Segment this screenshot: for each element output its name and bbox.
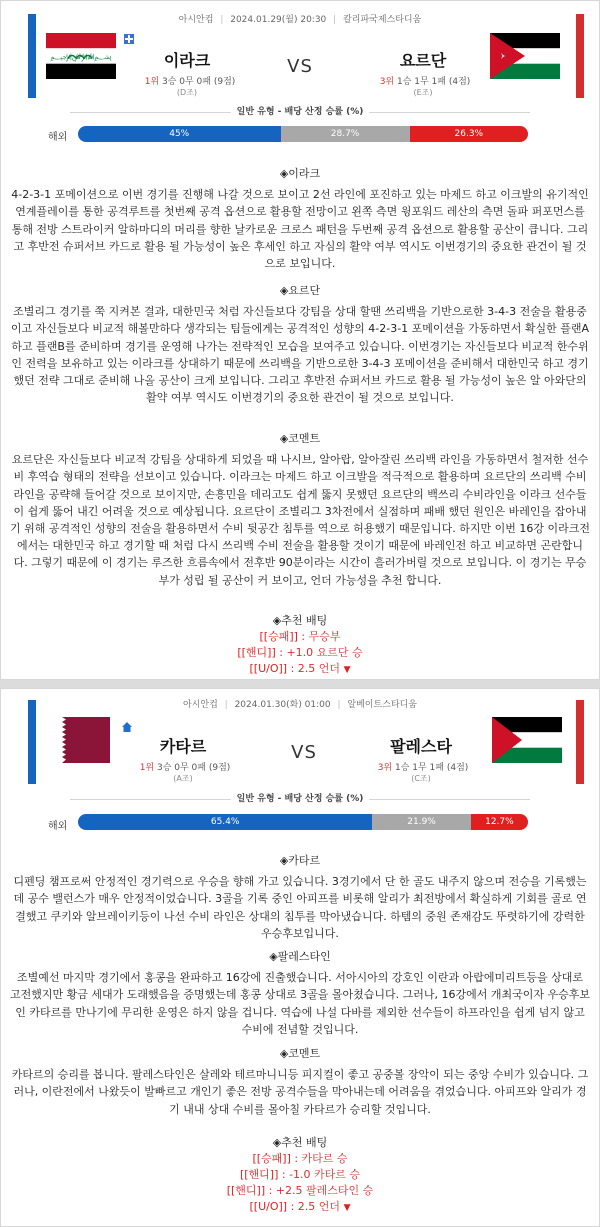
away-team-record: [343, 760, 503, 773]
match-separator: [0, 680, 600, 688]
away-team-record: [345, 74, 505, 87]
recommend-line: [[승패]] : 카타르 승: [252, 1152, 348, 1165]
iraq-flag-icon: [46, 33, 116, 79]
section-title: ◈코멘트: [279, 432, 321, 445]
away-record: 1승 1무 1패 (4점): [395, 763, 469, 773]
section-title: ◈코멘트: [279, 1047, 321, 1060]
vs-label: VS: [291, 742, 317, 763]
home-odds-segment: 45%: [78, 126, 281, 142]
section-body: 카타르의 승리를 봅니다. 팔레스타인은 살레와 테르마니니등 피지컬이 좋고 공중볼 장악이 되는 중앙 수비가 있습니다. 그러나, 이란전에서 나왔듯이 발빠르고 개인기 좋은 전방 공격수들을 막아내는데 어려움을 겪었습니다. 아피프와 알리가 경기 내내 상대 수비를 몰아칠 카타르가 승리할 것입니다.: [11, 1068, 589, 1116]
section-title: ◈카타르: [279, 854, 321, 867]
section-title: ◈팔레스타인: [269, 950, 331, 963]
home-group: (D조): [176, 88, 198, 97]
match-meta: 아시안컵 | 2024.01.29(월) 20:30 | 칼리파국제스타디움: [178, 15, 422, 25]
section-body: 4-2-3-1 포메이션으로 이번 경기를 진행해 나갈 것으로 보이고 2선 라인에 포진하고 있는 마제드 하고 이크발의 유기적인 연계플레이를 통한 공격루트를 첫번째 공격 옵션으로 활용할 전망이고 왼쪽 측면 윙포워드 레산의 측면 돌파 퍼포먼스를 통해 전방 스트라이커 알하마디의 머리를 향한 날카로운 크로스 패턴을 두번째 공격 옵션으로 활용할 공산이 큽니다. 그리고 후반전 슈퍼서브 카드로 활용 될 가능성이 높은 후세인 하고 자심의 활약 여부 역시도 이번경기의 중요한 관건이 될 것으로 보입니다.: [11, 188, 589, 271]
palestine-flag-icon: [492, 717, 562, 763]
down-arrow-icon: ▼: [343, 1203, 351, 1213]
home-team-name: 카타르: [159, 737, 207, 756]
venue-label: 칼리파국제스타디움: [343, 15, 422, 25]
league-label: 아시안컵: [178, 15, 214, 25]
home-color-bar: [28, 14, 36, 98]
home-rank: 1위: [139, 763, 155, 773]
analysis-section-comment: [10, 1045, 590, 1118]
league-label: 아시안컵: [183, 700, 218, 710]
away-color-bar: [576, 14, 584, 98]
away-odds-segment: 26.3%: [410, 126, 528, 142]
away-color-bar: [576, 700, 584, 784]
analysis-section-away: [10, 948, 590, 1038]
venue-label: 알베이트스타디움: [347, 700, 417, 710]
odds-title: 일반 유형 - 배당 산정 승률 (%): [0, 104, 600, 117]
odds-bar: [78, 814, 528, 830]
section-title: ◈요르단: [279, 284, 321, 297]
section-body: 조별리그 경기를 쭉 지켜본 결과, 대한민국 처럼 자신들보다 강팀을 상대 할땐 쓰리백을 기반으로한 3-4-3 전술을 활용중이고 자신들보다 비교적 해볼만하다 생각되는 팀들에게는 공격적인 성향의 4-2-3-1 포메이션을 가동하면서 확실한 플랜A 하고 플랜B를 준비하며 경기를 운영해 나가는 전략적인 모습을 보여주고 있습니다. 이번경기는 자신들보다 비교적 한수위인 전력을 보유하고 있는 이라크를 상대하기 때문에 쓰리백을 기반으로한 3-4-3 포메이션을 준비해서 대한민국 하고 경기 했던 전략 그대로 준비해 나올 공산이 크게 보입니다. 그리고 후반전 슈퍼서브 카드로 활용 될 가능성이 높은 알 아와단의 활약 여부 역시도 이번경기의 중요한 관건이 될 것으로 보입니다.: [10, 305, 590, 405]
home-team-record: [105, 760, 265, 773]
away-record: 1승 1무 1패 (4점): [397, 77, 471, 87]
recommend-line: [[승패]] : 무승부: [259, 630, 341, 643]
down-arrow-icon: ▼: [343, 665, 351, 675]
away-group: (C조): [411, 774, 431, 783]
recommend-line: [[핸디]] : +2.5 팔레스타인 승: [226, 1184, 374, 1197]
section-body: 디펜딩 챔프로써 안정적인 경기력으로 우승을 향해 가고 있습니다. 3경기에서 단 한 골도 내주지 않으며 전승을 기록했는데 공수 밸런스가 매우 안정적이었습니다. 3골을 기록 중인 아피프를 비롯해 알리가 최전방에서 확실하게 기회를 골로 연결했고 쿠키와 알브레이키등이 나선 수비 라인은 상대의 침투를 막아냈습니다. 하템의 중원 존재감도 뚜렷하기에 강력한 우승후보입니다.: [13, 875, 587, 940]
home-team-record: [110, 74, 270, 87]
draw-odds-segment: 28.7%: [281, 126, 410, 142]
odds-label: 해외: [48, 132, 68, 143]
away-group: (E조): [413, 88, 433, 97]
section-body: 조별예선 마지막 경기에서 홍콩을 완파하고 16강에 진출했습니다. 서아시아의 강호인 이란과 아랍에미리트등을 상대로 고전했지만 황금 세대가 도래했음을 증명했는데 홍콩 상대로 3골을 몰아쳤습니다. 그러나, 16강에서 개최국이자 우승후보인 카타르를 만나기에 무리한 운영은 하지 않을 겁니다. 역습에 나설 다바를 제외한 선수들이 하프라인을 쉽게 넘지 않고 수비에 전념할 것입니다.: [10, 971, 590, 1036]
section-body: 요르단은 자신들보다 비교적 강팀을 상대하게 되었을 때 나시브, 알아랍, 알아잘린 쓰리백 라인을 가동하면서 철저한 선수비 후역습 형태의 전략을 선보이고 있습니다. 이라크는 마제드 하고 이크발을 적극적으로 활용하며 요르단의 쓰리백 수비라인을 공략해 들어갈 것으로 보이지만, 손흥민을 데리고도 쉽게 뚫지 못했던 요르단의 백쓰리 수비라인을 이라크 선수들이 쉽게 뚫어 내긴 어려울 것으로 예상됩니다. 요르단이 조별리그 3차전에서 실점하며 패배 했던 원인은 바레인을 잡아내기 위해 공격적인 성향의 전술을 활용하면서 수비 뒷공간 침투를 역으로 허용했기 때문입니다. 하지만 이번 16강 이라크전에서는 대한민국 하고 경기할 때 처럼 다시 쓰리백 수비 전술을 활용할 것이기 때문에 바레인전 하고 비교하면 곤란합니다. 그렇기 때문에 이 경기는 루즈한 흐름속에서 전후반 90분이라는 시간이 흘러가버릴 것으로 보입니다. 이 경기는 무승부가 성립 될 공산이 커 보이고, 언더 가능성을 추천 합니다.: [10, 453, 590, 587]
away-rank: 3위: [379, 77, 395, 87]
section-title: ◈이라크: [279, 167, 321, 180]
home-icon[interactable]: [121, 718, 133, 730]
home-group: (A조): [173, 774, 193, 783]
analysis-section-comment: [10, 430, 590, 589]
recommend-title: ◈추천 배팅: [272, 614, 328, 627]
draw-odds-segment: 21.9%: [372, 814, 471, 830]
qatar-flag-icon: [40, 717, 110, 763]
home-rank: 1위: [144, 77, 160, 87]
analysis-section-home: [10, 852, 590, 942]
recommend-title: ◈추천 배팅: [272, 1136, 328, 1149]
recommend-line: [[U/O]] : 2.5 언더 ▼: [249, 662, 351, 675]
grid-icon[interactable]: [124, 34, 134, 44]
odds-label: 해외: [48, 821, 68, 832]
away-odds-segment: 12.7%: [471, 814, 528, 830]
away-team-name: 요르단: [399, 51, 447, 70]
home-odds-segment: 65.4%: [78, 814, 372, 830]
jordan-flag-icon: [490, 33, 560, 79]
away-rank: 3위: [377, 763, 393, 773]
analysis-section-away: [10, 282, 590, 406]
match-meta: 아시안컵 | 2024.01.30(화) 01:00 | 알베이트스타디움: [183, 700, 417, 710]
away-team-name: 팔레스타: [390, 737, 452, 756]
match-datetime: 2024.01.29(월) 20:30: [230, 15, 327, 25]
match-datetime: 2024.01.30(화) 01:00: [234, 700, 331, 710]
analysis-section-home: [10, 165, 590, 272]
home-record: 3승 0무 0패 (9점): [162, 77, 236, 87]
home-color-bar: [28, 700, 36, 784]
odds-title: 일반 유형 - 배당 산정 승률 (%): [0, 791, 600, 804]
recommend-line: [[핸디]] : -1.0 카타르 승: [239, 1168, 361, 1181]
vs-label: VS: [287, 56, 313, 77]
recommend-line: [[핸디]] : +1.0 요르단 승: [237, 646, 363, 659]
home-record: 3승 0무 0패 (9점): [157, 763, 231, 773]
recommend-line: [[U/O]] : 2.5 언더 ▼: [249, 1200, 351, 1213]
home-team-name: 이라크: [163, 51, 211, 70]
odds-bar: [78, 126, 528, 142]
svg-text:﷽: ﷽: [50, 52, 112, 61]
